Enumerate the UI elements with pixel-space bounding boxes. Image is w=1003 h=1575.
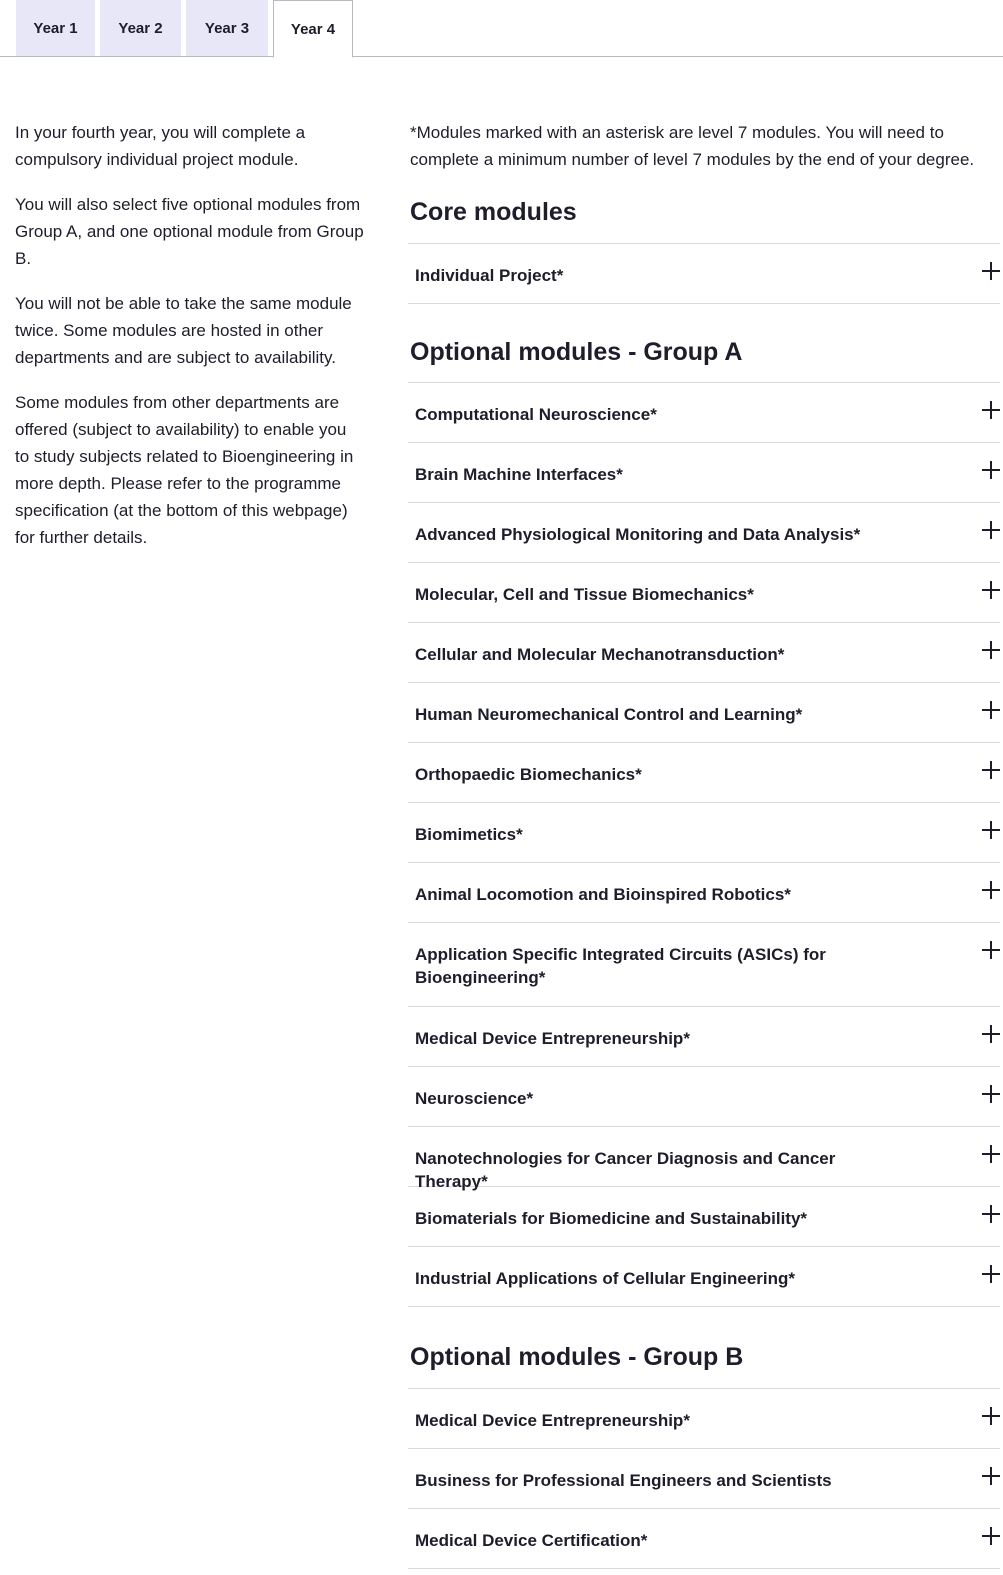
module-row[interactable] bbox=[408, 923, 1000, 1007]
module-title: Molecular, Cell and Tissue Biomechanics* bbox=[415, 585, 754, 604]
module-title: Animal Locomotion and Bioinspired Robotics* bbox=[415, 885, 791, 904]
module-row[interactable] bbox=[408, 1127, 1000, 1191]
module-title: Medical Device Certification* bbox=[415, 1531, 648, 1550]
module-row[interactable] bbox=[408, 1187, 1000, 1247]
group-b-list bbox=[408, 1388, 1000, 1569]
module-title: Biomaterials for Biomedicine and Sustainability* bbox=[415, 1209, 808, 1228]
module-title: Medical Device Entrepreneurship* bbox=[415, 1411, 690, 1430]
plus-icon[interactable] bbox=[982, 521, 1000, 539]
module-title: Biomimetics* bbox=[415, 825, 523, 844]
module-title: Cellular and Molecular Mechanotransduction* bbox=[415, 645, 785, 664]
plus-icon[interactable] bbox=[982, 1527, 1000, 1545]
intro-paragraph: Some modules from other departments are offered (subject to availability) to enable you to study subjects related to Bioengineering in more depth. Please refer to the programme specification (at the bottom of this webpage) for further details. bbox=[15, 393, 354, 547]
plus-icon[interactable] bbox=[982, 1467, 1000, 1485]
intro-paragraph: You will also select five optional modules from Group A, and one optional module from Group B. bbox=[15, 195, 364, 268]
tab-year-4[interactable]: Year 4 bbox=[273, 0, 353, 58]
intro-paragraph: You will not be able to take the same module twice. Some modules are hosted in other departments and are subject to availability. bbox=[15, 294, 352, 367]
module-title: Business for Professional Engineers and Scientists bbox=[415, 1471, 832, 1490]
plus-icon[interactable] bbox=[982, 1407, 1000, 1425]
plus-icon[interactable] bbox=[982, 701, 1000, 719]
module-row[interactable] bbox=[408, 1389, 1000, 1449]
module-row[interactable] bbox=[408, 1509, 1000, 1569]
module-title: Human Neuromechanical Control and Learning* bbox=[415, 705, 803, 724]
plus-icon[interactable] bbox=[982, 1205, 1000, 1223]
module-title: Medical Device Entrepreneurship* bbox=[415, 1029, 690, 1048]
core-modules-list bbox=[408, 243, 1000, 304]
module-title: Computational Neuroscience* bbox=[415, 405, 657, 424]
module-title: Industrial Applications of Cellular Engineering* bbox=[415, 1269, 796, 1288]
plus-icon[interactable] bbox=[982, 1085, 1000, 1103]
plus-icon[interactable] bbox=[982, 1265, 1000, 1283]
core-modules-heading: Core modules bbox=[410, 198, 577, 226]
module-row[interactable] bbox=[408, 1067, 1000, 1127]
module-title: Brain Machine Interfaces* bbox=[415, 465, 623, 484]
plus-icon[interactable] bbox=[982, 1025, 1000, 1043]
year-tabs bbox=[0, 0, 1003, 57]
plus-icon[interactable] bbox=[982, 821, 1000, 839]
module-row[interactable] bbox=[408, 743, 1000, 803]
plus-icon[interactable] bbox=[982, 641, 1000, 659]
module-row[interactable] bbox=[408, 1247, 1000, 1307]
intro-paragraph: In your fourth year, you will complete a compulsory individual project module. bbox=[15, 123, 306, 169]
plus-icon[interactable] bbox=[982, 461, 1000, 479]
plus-icon[interactable] bbox=[982, 262, 1000, 280]
group-a-list bbox=[408, 382, 1000, 1307]
group-a-heading: Optional modules - Group A bbox=[410, 338, 743, 366]
tab-year-3[interactable]: Year 3 bbox=[186, 0, 268, 56]
module-title: Application Specific Integrated Circuits (ASICs) for Bioengineering* bbox=[415, 945, 826, 987]
group-b-heading: Optional modules - Group B bbox=[410, 1343, 744, 1371]
plus-icon[interactable] bbox=[982, 1145, 1000, 1163]
module-title: Individual Project* bbox=[415, 266, 564, 285]
module-row[interactable] bbox=[408, 683, 1000, 743]
module-title: Nanotechnologies for Cancer Diagnosis and Cancer Therapy* bbox=[415, 1149, 836, 1191]
module-title: Neuroscience* bbox=[415, 1089, 534, 1108]
module-row[interactable] bbox=[408, 623, 1000, 683]
module-row[interactable] bbox=[408, 1449, 1000, 1509]
module-row[interactable] bbox=[408, 863, 1000, 923]
module-row[interactable] bbox=[408, 503, 1000, 563]
level-7-note: *Modules marked with an asterisk are level 7 modules. You will need to complete a minimum number of level 7 modules by the end of your degree. bbox=[410, 123, 975, 169]
module-row[interactable] bbox=[408, 563, 1000, 623]
plus-icon[interactable] bbox=[982, 581, 1000, 599]
module-row[interactable] bbox=[408, 1007, 1000, 1067]
plus-icon[interactable] bbox=[982, 881, 1000, 899]
plus-icon[interactable] bbox=[982, 941, 1000, 959]
tab-year-2[interactable]: Year 2 bbox=[100, 0, 181, 56]
level-7-note-block bbox=[410, 119, 1000, 173]
tab-year-1[interactable]: Year 1 bbox=[16, 0, 95, 56]
module-title: Advanced Physiological Monitoring and Data Analysis* bbox=[415, 525, 861, 544]
plus-icon[interactable] bbox=[982, 761, 1000, 779]
module-row[interactable] bbox=[408, 443, 1000, 503]
plus-icon[interactable] bbox=[982, 401, 1000, 419]
module-row[interactable] bbox=[408, 803, 1000, 863]
module-row[interactable] bbox=[408, 244, 1000, 304]
module-title: Orthopaedic Biomechanics* bbox=[415, 765, 642, 784]
module-row[interactable] bbox=[408, 383, 1000, 443]
year-intro bbox=[15, 119, 365, 569]
